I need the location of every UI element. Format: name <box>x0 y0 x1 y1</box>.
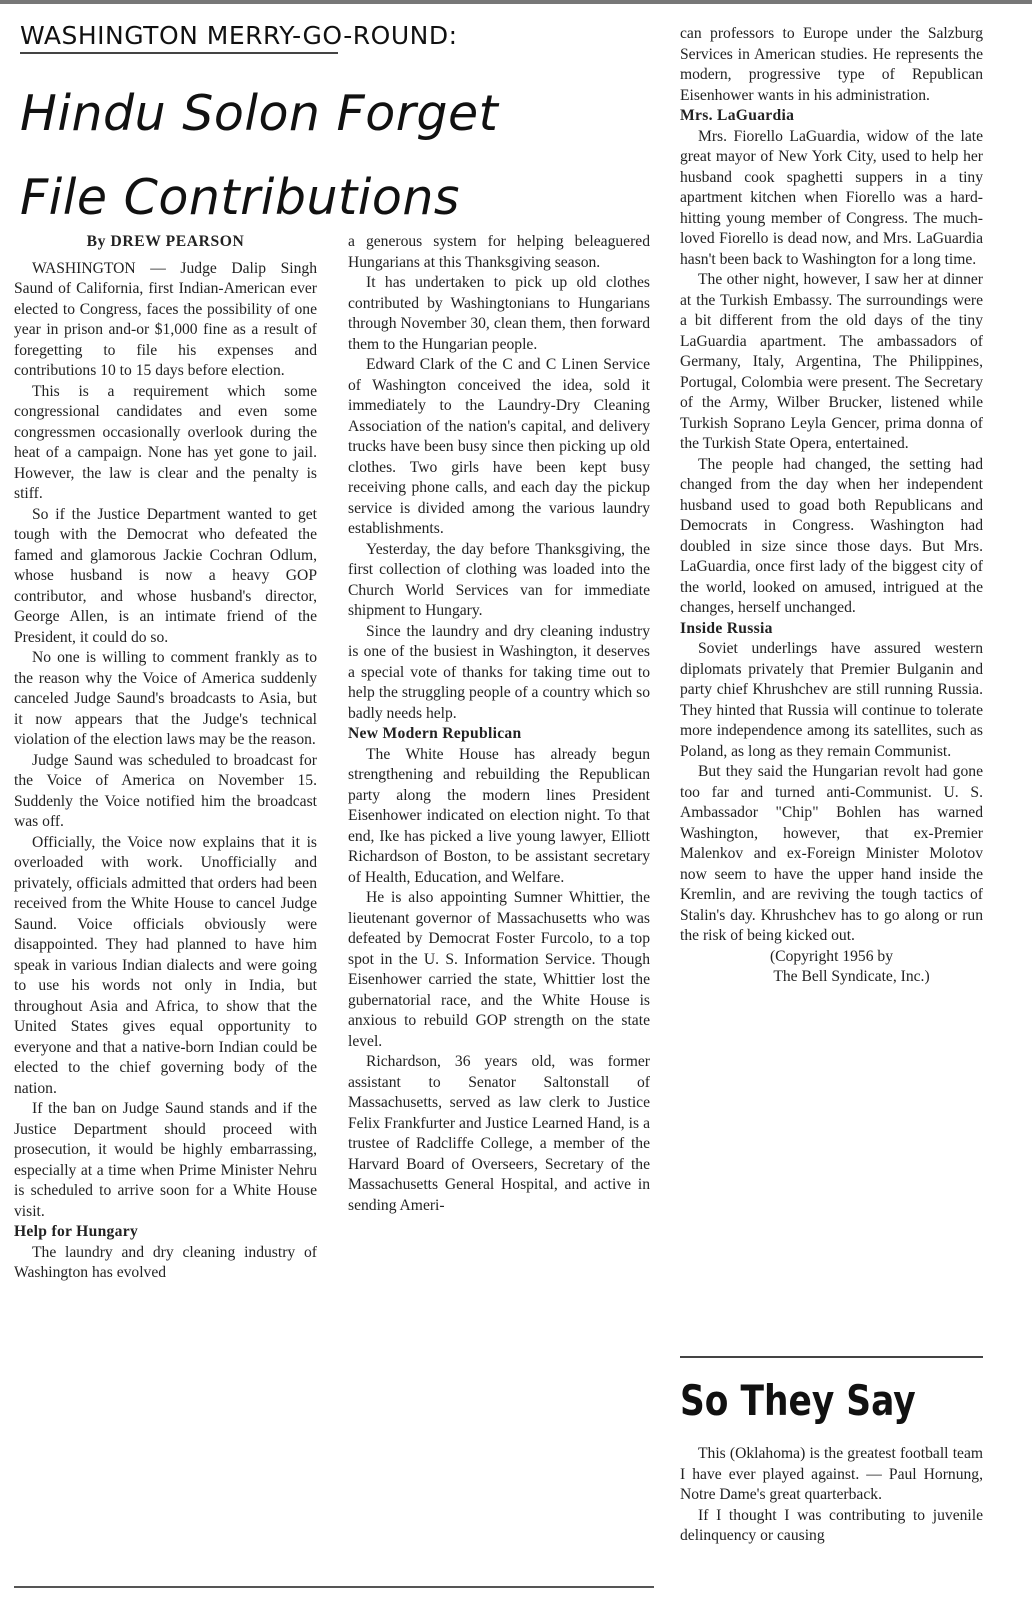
sidebar-title: So They Say <box>680 1376 916 1425</box>
byline: By DREW PEARSON <box>86 233 245 250</box>
subhead-inside-russia: Inside Russia <box>680 619 773 637</box>
paragraph: He is also appointing Sumner Whittier, the lieutenant governor of Massachusetts who was defeated by Democrat Foster Furcolo, to a top spot in the U. S. Information Service. Though Eisenhower carried the state, Whittier lost the gubernatorial race, and the White House is anxious to rebuild GOP strength on the state level. <box>348 889 650 1050</box>
copyright-line: (Copyright 1956 by <box>769 947 893 965</box>
top-rule <box>0 0 1032 4</box>
paragraph: Officially, the Voice now explains that it is overloaded with work. Unofficially and privately, officials admitted that orders had been received from the White House to cancel Judge Saund. Voice officials obviously were disappointed. They had planned to have him speak in various Indian dialects and were going to use his words not only in India, but throughout Asia and Africa, to show that the United States gives equal opportunity to everyone and that a native-born Indian could be elected to the chief governing body of the nation. <box>14 833 317 1097</box>
paragraph: a generous system for helping beleaguered Hungarians at this Thanksgiving season. <box>348 233 650 271</box>
paragraph: This is a requirement which some congressional candidates and even some congressmen occasionally overlook during the heat of a campaign. None has yet gone to jail. However, the law is clear and the penalty is stiff. <box>14 382 317 502</box>
paragraph: If the ban on Judge Saund stands and if the Justice Department should proceed with prosecution, it would be highly embarrassing, especially at a time when Prime Minister Nehru is scheduled to arrive soon for a White House visit. <box>14 1100 317 1220</box>
paragraph: can professors to Europe under the Salzburg Services in American studies. He represents the modern, progressive type of Republican Eisenhower wants in his administration. <box>680 25 983 104</box>
section-divider <box>680 1356 983 1358</box>
paragraph: The people had changed, the setting had changed from the day when her independent husband used to goad both Republicans and Democrats in Congress. Washington had doubled in size since those days. But Mrs. LaGuardia, once first lady of the biggest city of the world, looked on amused, intrigued at the changes, herself unchanged. <box>680 455 983 616</box>
paragraph: Judge Saund was scheduled to broadcast for the Voice of America on November 15. Suddenly the Voice notified him the broadcast was off. <box>14 751 317 830</box>
article-column-3 <box>680 24 983 1356</box>
paragraph: Yesterday, the day before Thanksgiving, the first collection of clothing was loaded into the Church World Services van for immediate shipment to Hungary. <box>348 540 650 619</box>
bottom-rule <box>14 1586 654 1588</box>
paragraph: The laundry and dry cleaning industry of Washington has evolved <box>14 1243 317 1281</box>
paragraph: Since the laundry and dry cleaning industry is one of the busiest in Washington, it deserves a special vote of thanks for taking time out to help the struggling people of a country which so badly needs help. <box>348 622 650 722</box>
headline <box>20 72 670 240</box>
paragraph: Edward Clark of the C and C Linen Service of Washington conceived the idea, sold it immediately to the Laundry-Dry Cleaning Association of the nation's capital, and delivery trucks have been busy since then picking up old clothes. Two girls have been kept busy receiving phone calls, and each day the pickup service is divided among the various laundry establishments. <box>348 356 650 537</box>
headline-line-2: File Contributions <box>20 169 460 226</box>
paragraph: The other night, however, I saw her at dinner at the Turkish Embassy. The surroundings were a bit different from the old days of the tiny LaGuardia apartment. The ambassadors of Germany, Italy, Argentina, The Philippines, Portugal, Colombia were present. The Secretary of the Army, Wilber Brucker, listened while Turkish Soprano Leyla Gencer, prima donna of the Turkish State Opera, entertained. <box>680 271 983 452</box>
column-kicker: WASHINGTON MERRY-GO-ROUND: <box>20 20 338 54</box>
paragraph: Richardson, 36 years old, was former assistant to Senator Saltonstall of Massachusetts, served as law clerk to Justice Felix Frankfurter and Justice Learned Hand, is a trustee of Radcliffe College, a member of the Harvard Board of Overseers, Secretary of the Massachusetts General Hospital, and active in sending Ameri- <box>348 1053 650 1214</box>
headline-line-1: Hindu Solon Forget <box>20 85 499 142</box>
subhead-mrs-laguardia: Mrs. LaGuardia <box>680 107 795 124</box>
paragraph: It has undertaken to pick up old clothes contributed by Washingtonians to Hungarians through November 30, clean them, then forward them to the Hungarian people. <box>348 274 650 353</box>
paragraph: The White House has already begun strengthening and rebuilding the Republican party along the modern lines President Eisenhower indicated on election night. To that end, Ike has picked a live young lawyer, Elliott Richardson of Boston, to be assistant secretary of Health, Education, and Welfare. <box>348 745 650 886</box>
paragraph: But they said the Hungarian revolt had gone too far and turned anti-Communist. U. S. Ambassador "Chip" Bohlen has warned Washington, however, that ex-Premier Malenkov and ex-Foreign Minister Molotov now seem to have the upper hand inside the Kremlin, and are reviving the tough tactics of Stalin's day. Khrushchev has to go along or run the risk of being kicked out. <box>680 763 983 944</box>
paragraph: WASHINGTON — Judge Dalip Singh Saund of California, first Indian-American ever elected to Congress, faces the possibility of one year in prison and-or $1,000 fine as a result of foregetting to file his expenses and contributions 10 to 15 days before election. <box>14 259 317 379</box>
paragraph: So if the Justice Department wanted to get tough with the Democrat who defeated the famed and glamorous Jackie Cochran Odlum, whose husband is now a heavy GOP contributor, and whose husband's director, George Allen, is an intimate friend of the President, it could do so. <box>14 505 317 646</box>
so-they-say-column <box>680 1444 983 1600</box>
quote: If I thought I was contributing to juvenile delinquency or causing <box>680 1506 983 1544</box>
paragraph: No one is willing to comment frankly as to the reason why the Voice of America suddenly canceled Judge Saund's broadcasts to Asia, but it now appears that the Judge's technical violation of the election laws may be the reason. <box>14 649 317 748</box>
subhead-new-modern-republican: New Modern Republican <box>348 725 522 742</box>
article-column-1 <box>14 232 317 1552</box>
paragraph: Soviet underlings have assured western diplomats privately that Premier Bulganin and party chief Khrushchev are still running Russia. They hinted that Russia will continue to tolerate more independence among its satellites, such as Poland, as long as they remain Communist. <box>680 640 983 760</box>
article-column-2 <box>348 232 650 1552</box>
paragraph: Mrs. Fiorello LaGuardia, widow of the late great mayor of New York City, used to help her husband cook spaghetti suppers in a tiny apartment kitchen when Fiorello was a hard-hitting young member of Congress. The much-loved Fiorello is dead now, and Mrs. LaGuardia hasn't been back to Washington for a long time. <box>680 127 983 268</box>
syndicate-credit: The Bell Syndicate, Inc.) <box>773 968 930 985</box>
quote: This (Oklahoma) is the greatest football team I have ever played against. — Paul Hornung, Notre Dame's great quarterback. <box>680 1445 983 1503</box>
subhead-help-for-hungary: Help for Hungary <box>14 1223 139 1240</box>
